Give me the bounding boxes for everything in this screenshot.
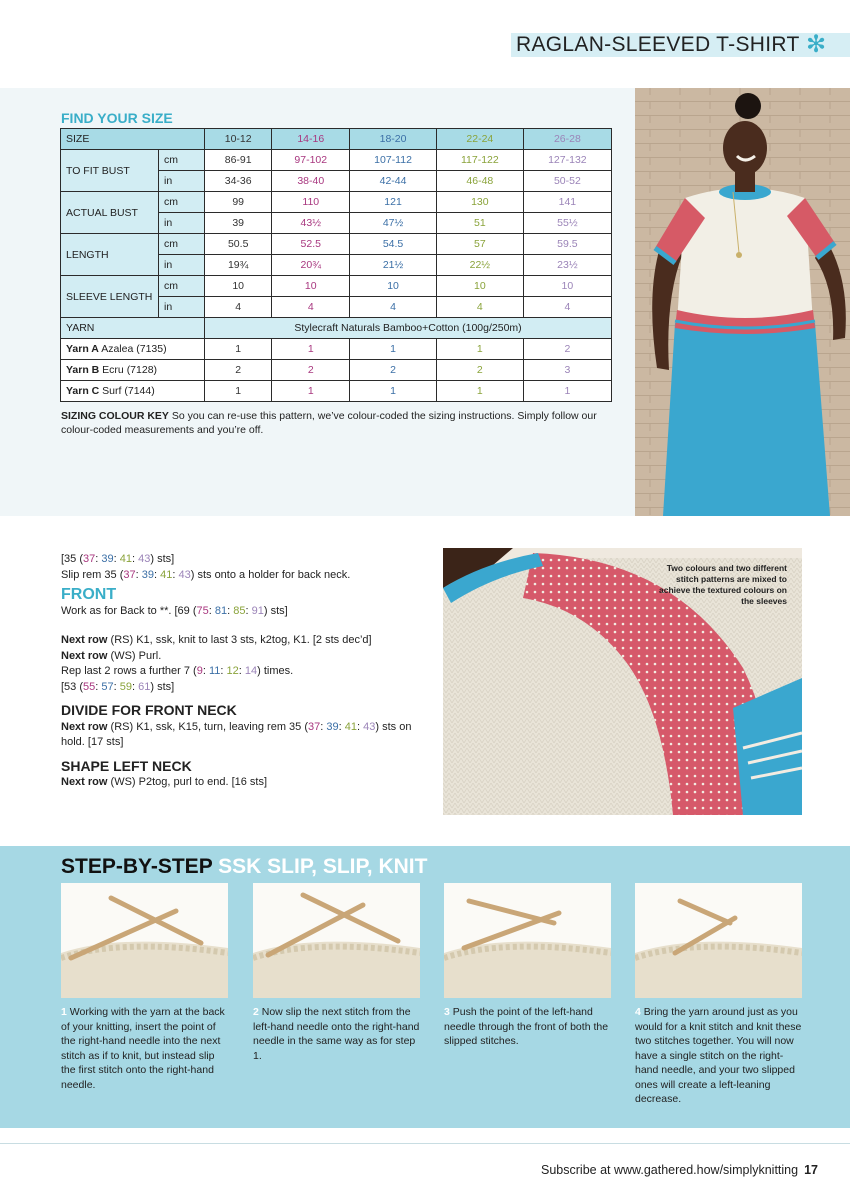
step-number: 2 [253, 1006, 259, 1018]
size-value: 37 [83, 553, 96, 565]
size-col: 14-16 [272, 129, 350, 150]
unit-cell: cm [159, 192, 205, 213]
step-3-text [444, 1005, 612, 1049]
size-value: 85 [233, 604, 246, 617]
separator: : [132, 553, 139, 565]
separator: : [338, 720, 345, 733]
step-body: Bring the yarn around just as you would for a knit stitch and knit these two stitches together. You will now have a single stitch on the right-hand needle, and your two slipped ones will create a left-leaning decrease. [635, 1006, 802, 1105]
table-row [61, 192, 612, 213]
table-row [61, 339, 612, 360]
table-cell: 2 [350, 360, 437, 381]
row-label: Next row [61, 649, 108, 662]
table-row [61, 234, 612, 255]
table-cell: 4 [350, 297, 437, 318]
step-title-sub: SSK SLIP, SLIP, KNIT [212, 855, 428, 878]
separator: : [320, 720, 327, 733]
knitting-needle-illustration [61, 883, 228, 998]
table-cell: 10 [272, 276, 350, 297]
table-cell: 43½ [272, 213, 350, 234]
table-cell: 52.5 [272, 234, 350, 255]
pattern-line [61, 664, 421, 680]
separator: : [238, 665, 245, 677]
table-cell: 1 [272, 339, 350, 360]
row-label: SLEEVE LENGTH [61, 276, 159, 318]
table-cell: 50.5 [205, 234, 272, 255]
knitting-needle-illustration [635, 883, 802, 998]
table-cell: 1 [205, 381, 272, 402]
shape-heading: SHAPE LEFT NECK [61, 757, 192, 774]
size-col: 22-24 [436, 129, 523, 150]
size-value: 43 [178, 568, 191, 581]
table-cell: 23½ [523, 255, 611, 276]
table-cell: 2 [436, 360, 523, 381]
yarn-colour: Azalea (7135) [98, 343, 167, 355]
pattern-line [61, 775, 421, 791]
text-segment: ) sts] [150, 680, 175, 693]
size-value: 11 [208, 665, 221, 677]
yarn-id: Yarn A [66, 343, 99, 355]
row-label: Next row [61, 720, 108, 733]
size-col: 18-20 [350, 129, 437, 150]
separator: : [227, 604, 234, 617]
separator: : [153, 568, 161, 581]
size-value: 12 [226, 665, 239, 677]
size-value: 39 [141, 568, 154, 581]
sizing-colour-key [61, 409, 601, 437]
separator: : [95, 553, 102, 565]
text-segment: Slip rem 35 ( [61, 568, 124, 581]
step-1-photo [61, 883, 228, 998]
asterisk-icon: ✻ [806, 31, 827, 58]
step-title [61, 855, 427, 879]
size-value: 39 [326, 720, 339, 733]
text-segment: ) sts onto a holder for back neck. [190, 568, 351, 581]
table-cell: 127-132 [523, 150, 611, 171]
table-cell: 4 [272, 297, 350, 318]
separator: : [172, 568, 179, 581]
unit-cell: cm [159, 150, 205, 171]
table-cell: 51 [436, 213, 523, 234]
yarn-name [61, 381, 205, 402]
table-cell: 10 [350, 276, 437, 297]
yarn-brand: Stylecraft Naturals Bamboo+Cotton (100g/250m) [205, 318, 612, 339]
unit-cell: in [159, 213, 205, 234]
table-cell: 10 [436, 276, 523, 297]
table-row [61, 276, 612, 297]
pattern-line [61, 720, 421, 751]
table-cell: 57 [436, 234, 523, 255]
step-2-text [253, 1005, 421, 1063]
photo-caption: Two colours and two different stitch patterns are mixed to achieve the textured colours on the sleeves [658, 563, 787, 606]
step-1-text [61, 1005, 229, 1092]
table-cell: 1 [436, 339, 523, 360]
table-row [61, 318, 612, 339]
front-heading: FRONT [61, 586, 117, 603]
text-segment: [35 ( [61, 553, 84, 565]
text-segment: ) sts] [263, 604, 288, 617]
separator: : [220, 665, 227, 677]
model-photo [635, 88, 850, 516]
step-number: 4 [635, 1006, 641, 1018]
table-cell: 34-36 [205, 171, 272, 192]
table-cell: 1 [272, 381, 350, 402]
row-label: Next row [61, 634, 108, 646]
table-cell: 1 [436, 381, 523, 402]
unit-cell: cm [159, 276, 205, 297]
text-segment: (WS) Purl. [107, 649, 162, 662]
table-cell: 4 [205, 297, 272, 318]
table-cell: 130 [436, 192, 523, 213]
table-cell: 121 [350, 192, 437, 213]
table-row [61, 360, 612, 381]
model-illustration [635, 88, 850, 516]
pattern-line [61, 649, 421, 665]
table-cell: 59.5 [523, 234, 611, 255]
size-value: 61 [138, 680, 151, 693]
table-cell: 2 [272, 360, 350, 381]
table-row [61, 150, 612, 171]
separator: : [95, 680, 102, 693]
size-value: 41 [344, 720, 357, 733]
table-cell: 2 [523, 339, 611, 360]
size-value: 41 [119, 553, 133, 565]
size-value: 57 [101, 680, 114, 693]
yarn-id: Yarn B [66, 364, 100, 376]
size-value: 81 [214, 604, 228, 617]
step-number: 3 [444, 1006, 450, 1018]
step-4-text [635, 1005, 803, 1107]
table-cell: 141 [523, 192, 611, 213]
step-body: Now slip the next stitch from the left-hand needle onto the right-hand needle in the same way as for step 1. [253, 1006, 420, 1062]
subscribe-link[interactable]: Subscribe at www.gathered.how/simplyknitting [541, 1163, 799, 1177]
key-body: So you can re-use this pattern, we’ve colour-coded the sizing instructions. Simply follow our colour-coded measurements and you’re off. [61, 410, 597, 436]
row-label: Next row [61, 776, 108, 788]
table-cell: 107-112 [350, 150, 437, 171]
text-segment: ) sts on hold. [17 sts] [61, 720, 412, 748]
pattern-line [61, 633, 421, 649]
size-value: 43 [138, 553, 151, 565]
divide-heading: DIVIDE FOR FRONT NECK [61, 702, 237, 718]
table-cell: 46-48 [436, 171, 523, 192]
row-label: LENGTH [61, 234, 159, 276]
size-value: 9 [196, 665, 203, 677]
pattern-line [61, 552, 421, 568]
knitting-needle-illustration [253, 883, 420, 998]
knitting-needle-illustration [444, 883, 611, 998]
unit-cell: in [159, 171, 205, 192]
step-4-photo [635, 883, 802, 998]
pattern-line [61, 680, 421, 696]
step-2-photo [253, 883, 420, 998]
table-cell: 19¾ [205, 255, 272, 276]
table-cell: 20¾ [272, 255, 350, 276]
size-label: SIZE [61, 129, 205, 150]
size-value: 39 [101, 553, 114, 565]
table-cell: 1 [205, 339, 272, 360]
table-cell: 21½ [350, 255, 437, 276]
table-cell: 110 [272, 192, 350, 213]
yarn-colour: Ecru (7128) [99, 364, 158, 376]
table-cell: 117-122 [436, 150, 523, 171]
text-segment: (RS) K1, ssk, K15, turn, leaving rem 35 ( [107, 720, 308, 733]
text-segment: Rep last 2 rows a further 7 ( [61, 665, 197, 677]
yarn-label: YARN [61, 318, 205, 339]
size-value: 43 [363, 720, 376, 733]
separator: : [113, 553, 120, 565]
separator: : [245, 604, 252, 617]
size-value: 75 [196, 604, 209, 617]
table-cell: 99 [205, 192, 272, 213]
yarn-name [61, 360, 205, 381]
spacer [61, 619, 421, 633]
table-cell: 39 [205, 213, 272, 234]
separator: : [113, 680, 120, 693]
separator: : [202, 665, 209, 677]
separator: : [208, 604, 215, 617]
table-cell: 1 [350, 339, 437, 360]
table-cell: 47½ [350, 213, 437, 234]
size-value: 91 [251, 604, 264, 617]
table-cell: 10 [205, 276, 272, 297]
table-cell: 55½ [523, 213, 611, 234]
table-cell: 2 [205, 360, 272, 381]
yarn-name [61, 339, 205, 360]
size-value: 55 [83, 680, 96, 693]
table-cell: 4 [523, 297, 611, 318]
size-value: 59 [119, 680, 133, 693]
yarn-id: Yarn C [66, 385, 100, 397]
size-table [60, 128, 612, 402]
footer-divider [0, 1143, 850, 1144]
page-title: RAGLAN-SLEEVED T-SHIRT [516, 33, 800, 56]
table-row [61, 129, 612, 150]
unit-cell: in [159, 255, 205, 276]
table-cell: 22½ [436, 255, 523, 276]
table-cell: 86-91 [205, 150, 272, 171]
size-col: 26-28 [523, 129, 611, 150]
page-number: 17 [804, 1163, 818, 1177]
pattern-instructions [61, 552, 421, 791]
table-cell: 97-102 [272, 150, 350, 171]
yarn-colour: Surf (7144) [99, 385, 155, 397]
separator: : [357, 720, 364, 733]
text-segment: ) times. [257, 665, 294, 677]
text-segment: (WS) P2tog, purl to end. [16 sts] [107, 776, 268, 788]
footer [541, 1163, 818, 1177]
step-body: Push the point of the left-hand needle through the front of both the slipped stitches. [444, 1006, 609, 1047]
table-cell: 1 [523, 381, 611, 402]
size-value: 37 [308, 720, 321, 733]
table-cell: 50-52 [523, 171, 611, 192]
pattern-line [61, 568, 421, 584]
size-value: 14 [244, 665, 258, 677]
size-col: 10-12 [205, 129, 272, 150]
size-value: 37 [123, 568, 136, 581]
table-row [61, 381, 612, 402]
step-body: Working with the yarn at the back of your knitting, insert the point of the right-hand needle into the next stitch as if to knit, but instead slip the first stitch onto the right-hand needle. [61, 1006, 225, 1091]
unit-cell: in [159, 297, 205, 318]
pattern-line [61, 604, 421, 620]
text-segment: (RS) K1, ssk, knit to last 3 sts, k2tog, K1. [2 sts dec’d] [107, 634, 372, 646]
table-cell: 1 [350, 381, 437, 402]
size-value: 41 [160, 568, 173, 581]
text-segment: ) sts] [150, 553, 175, 565]
row-label: TO FIT BUST [61, 150, 159, 192]
table-cell: 4 [436, 297, 523, 318]
separator: : [132, 680, 139, 693]
table-cell: 10 [523, 276, 611, 297]
table-cell: 3 [523, 360, 611, 381]
step-number: 1 [61, 1006, 67, 1018]
text-segment: Work as for Back to **. [69 ( [61, 604, 197, 617]
step-3-photo [444, 883, 611, 998]
find-size-heading: FIND YOUR SIZE [61, 110, 173, 126]
row-label: ACTUAL BUST [61, 192, 159, 234]
table-cell: 38-40 [272, 171, 350, 192]
text-segment: [53 ( [61, 680, 84, 693]
table-cell: 54.5 [350, 234, 437, 255]
key-title: SIZING COLOUR KEY [61, 410, 169, 422]
table-cell: 42-44 [350, 171, 437, 192]
separator: : [135, 568, 142, 581]
step-title-main: STEP-BY-STEP [61, 855, 213, 878]
unit-cell: cm [159, 234, 205, 255]
